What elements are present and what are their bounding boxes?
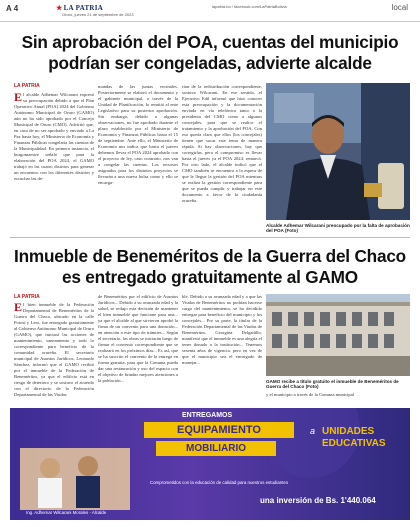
article2-column-3: ble. Debido a su avanzada edad y a que las Viudas de Beneméritos no podrían hacerse cargo del mantenimiento, se ha decidido entregar para beneficio del municipio y los concejales... Por su parte, la titular de la Federación Departamental de las Viudas de Beneméritos, Georgina Delgadillo, manifestó que el inmueble es una alegría el tener donado a la institución... Tenemos sesenta años de vigencia, pero en vez de que el municipio sea el encargado de manejar... bbox=[182, 294, 262, 365]
mayor-photo bbox=[266, 83, 410, 220]
article2-kicker: LA PATRIA bbox=[14, 294, 40, 300]
section-label: local bbox=[391, 3, 408, 12]
ad-credit: Ing. Adhemar Wilcarani Morales - Alcalde bbox=[26, 510, 107, 515]
article2-caption-continuation: y el municipio a través de la Comuna municipal bbox=[266, 392, 355, 397]
ad-investment-amount: una inversión de Bs. 1'440.064 bbox=[260, 496, 376, 505]
article1-kicker: LA PATRIA bbox=[14, 83, 40, 89]
building-photo bbox=[266, 294, 410, 376]
article2-caption: GAMO recibe a título gratuito el inmueble de Beneméritos de Guerra del Chaco (Foto) bbox=[266, 379, 399, 390]
article1-column-2: mandas de las juntas vecinales. Posteriormente se elaboró el documento y el gabinete municipal, a través de la Unidad de Planificación, lo remitió al ente Legislativo para su posterior aprobación. Sin embargo, debido a algunas observaciones, no fue aprobado durante el plazo establecido por el Ministerio de Economía y Finanzas Públicas hasta el 15 de septiembre. Ante ello, el Ministerio de Economía nos indica que hasta el jueves debemos llevar el POA 2024 aprobado con el proyecto de ley, caso contrario, nos van a congelar las cuentas. Los recursos asignados para los distintos proyectos se llevarán a una nueva bolsa como y ello se encarga- bbox=[98, 84, 178, 185]
newspaper-logo: ★LA PATRIA bbox=[56, 4, 104, 12]
ad-top-text: ENTREGAMOS bbox=[182, 412, 233, 419]
article2-column-2: de Beneméritos por el edificio de Asuntos Jurídicos... Debido a su avanzada edad y la salud, se redujo esta decisión de mantener el bien inmueble que funcione para una... ya que el alcalde al que sirvieron aprobó la firma de un convenio para una donación... en atención a este tipo de trámites... Según el secretario, las obras se iniciarán luego de firmar el convenio correspondiente que se realizará en los próximos días... Es así, que se ha suscrito el convenio de la entrega en forma gratuita, para que la Comuna pueda dar una restauración y uso del espacio con el objetivo de brindar mejores atenciones a la población... bbox=[98, 294, 178, 383]
ad-unidades: UNIDADES bbox=[322, 426, 375, 437]
article1-column-1: El alcalde Adhemar Wilcarani expresó su preocupación debido a que el Plan Operativo Anual (POA) 2024 del Gobierno Autónomo Municipal de Oruro (GAMO) aún no ha sido aprobado por el Concejo Municipal de Oruro (CMO). Advirtió que, en caso de no ser aprobado y enviado a La Paz hasta hoy, el Ministerio de Economía y Finanzas Públicas congelaría las cuentas de la Municipalidad. En primera instancia, el burgomaestre señaló que para la elaboración del POA 2024, el GAMO trabajó en las cuatro distritos para generar un encuentro con los diferentes distritos y escuchar las de- bbox=[14, 92, 94, 181]
article2-headline: Inmueble de Beneméritos de la Guerra del Chaco es entregado gratuitamente al GAMO bbox=[14, 246, 406, 287]
ad-footer-note: Comprometidos con la educación de calidad para nuestros estudiantes bbox=[149, 480, 289, 485]
issue-date: Oruro, jueves 21 de septiembre de 2023 bbox=[62, 12, 134, 17]
article1-caption: Alcalde Adhemar Wilcarani preocupado por la falta de aprobación del POA (Foto) bbox=[266, 223, 410, 234]
article2-column-1: El bien inmueble de la Federación Departamental de Beneméritos de la Guerra del Chaco, ubicado en la calle Potosí y Lero, fue entregado gratuitamente al Gobierno Autónomo Municipal de Oruro (GAMO), que iniciará las acciones de mantenimiento, saneamiento y todo lo correspondiente para beneficio de la comunidad orureña. El secretario municipal de Asuntos Jurídicos, Leonardo Sánchez, informó que el GAMO recibió por el inmueble de la Federación de Beneméritos, ya que el edificio está en riesgo de deterioro y se sostuvo el acuerdo con el directorio de la Federación Departamental de las Viudas bbox=[14, 302, 94, 397]
article1-column-3: rían de la redistribución correspondiente, sostuvo Wilcarani. En ese sentido, el Ejecutivo Edil informó que hizo conocer esta preocupación y la documentación enviada en vía telefónica tanto a la presidenta del CMO como a algunos concejales, para que se realice el tratamiento y la aprobación del POA. Con eso quería claro que ellos (los concejales) tienen que sacar este tema de manera rápida. Si hay observaciones, hay que corregirlas, pero el compromiso es llevar hasta el jueves ya el POA 2024, remarcó. Por otro lado, el alcalde indicó que el CMO también se encuentra a la espera de que le llegue la gestión del POA mientras se realiza la gestión correspondiente para que se pueda cumplir y trabajar en este documento a favor de la ciudadanía orureña. bbox=[182, 84, 262, 203]
ad-educativas: EDUCATIVAS bbox=[322, 438, 386, 449]
ad-conjunction: a bbox=[310, 426, 316, 436]
ad-mobiliario: MOBILIARIO bbox=[156, 441, 276, 456]
contact-info: lapatria.bo / facebook.com/LaPatriaBolivia bbox=[212, 4, 287, 9]
page-header bbox=[0, 0, 420, 22]
divider bbox=[10, 237, 410, 238]
article1-headline: Sin aprobación del POA, cuentas del municipio podrían ser congeladas, advierte alcalde bbox=[21, 32, 399, 73]
advertisement-banner bbox=[10, 408, 410, 520]
page-number: A 4 bbox=[6, 4, 19, 13]
ad-equipamiento: EQUIPAMIENTO bbox=[144, 422, 294, 438]
